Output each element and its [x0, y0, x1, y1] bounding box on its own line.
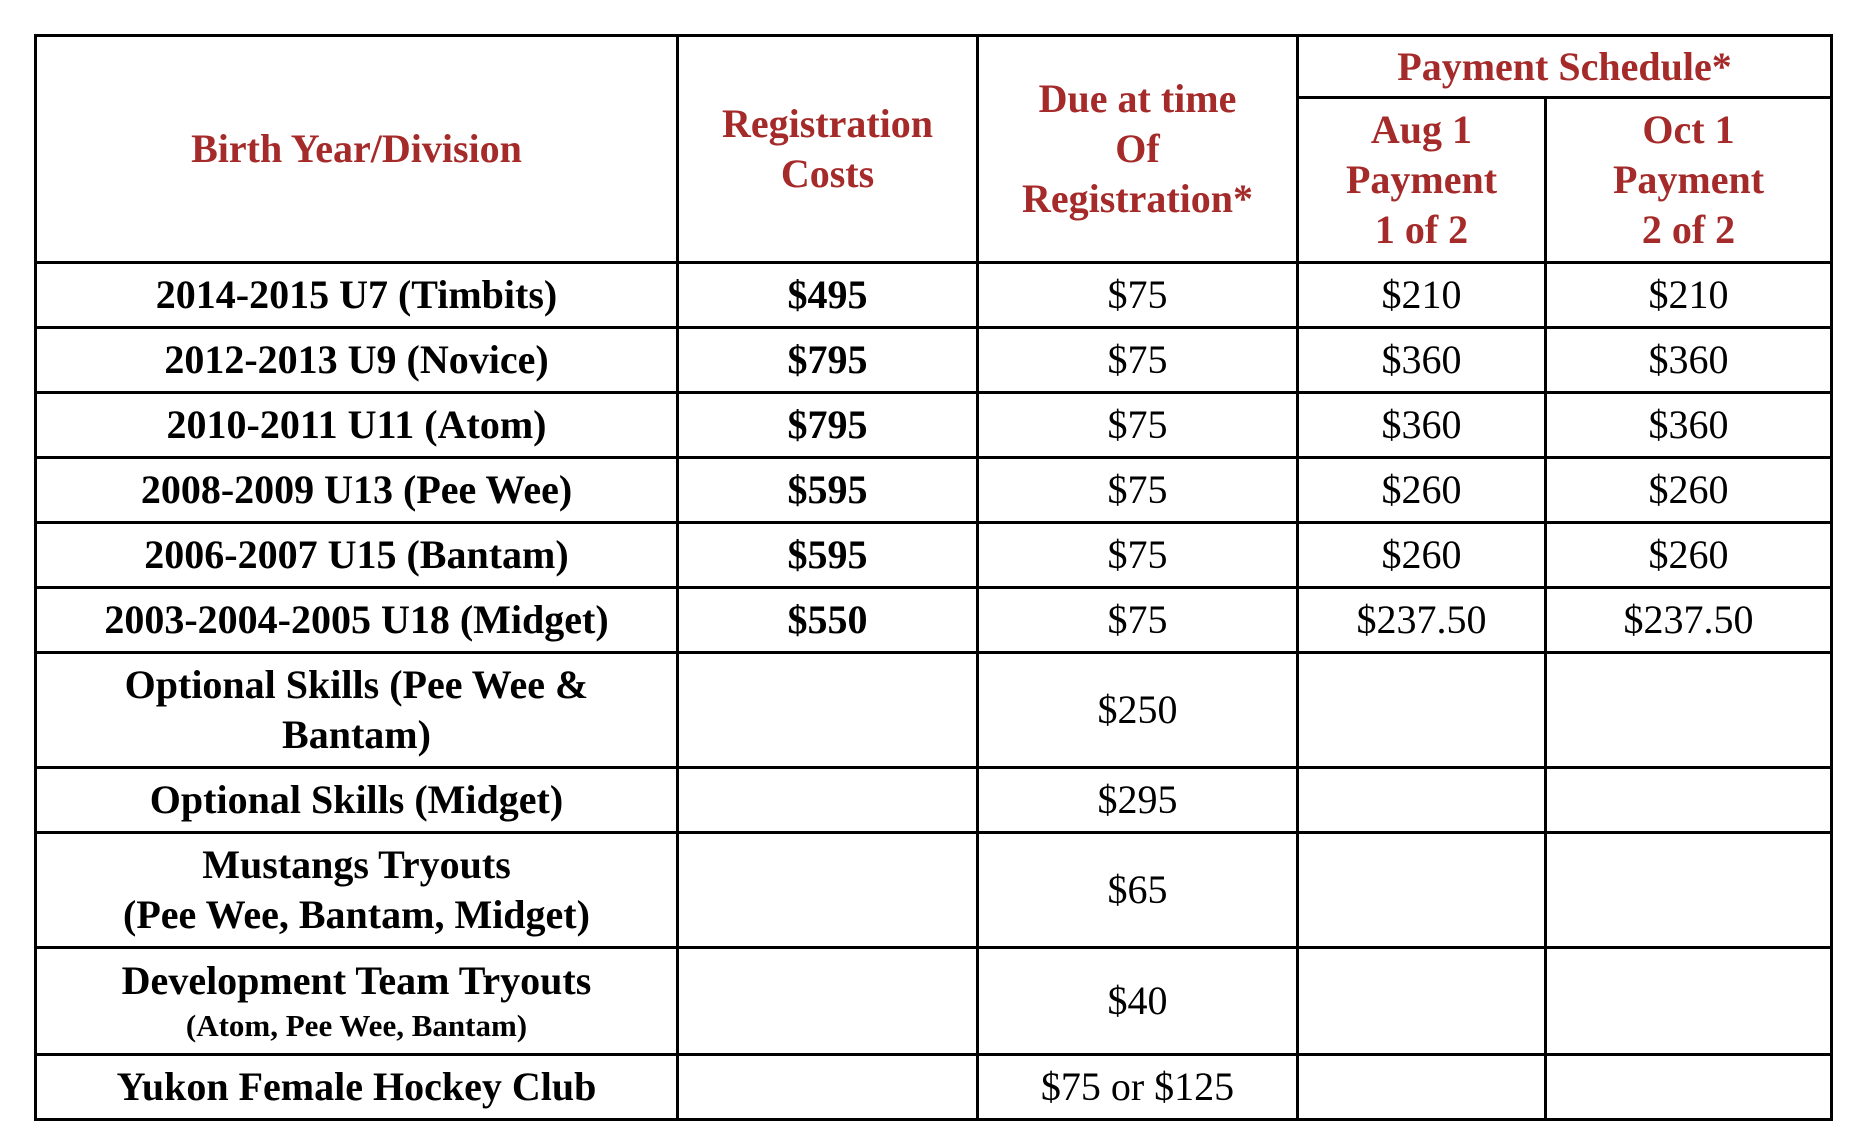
- header-row-top: [36, 36, 1832, 98]
- header-oct1-line3: 2 of 2: [1641, 207, 1736, 252]
- header-birth-year-division-label: Birth Year/Division: [191, 126, 522, 171]
- fee-table-container: [34, 34, 1833, 1121]
- oct-payment-cell: [1546, 768, 1832, 833]
- oct-payment-cell: $210: [1546, 263, 1832, 328]
- header-due-line2: Of: [1115, 126, 1160, 171]
- registration-cost-cell: $550: [678, 588, 978, 653]
- due-cell: $75: [978, 458, 1298, 523]
- due-cell: $75: [978, 588, 1298, 653]
- header-oct1-line1: Oct 1: [1642, 107, 1735, 152]
- oct-payment-cell: [1546, 948, 1832, 1055]
- registration-fee-table: [34, 34, 1833, 1121]
- table-row: [36, 833, 1832, 948]
- aug-payment-cell: $360: [1298, 393, 1546, 458]
- division-cell: [36, 948, 678, 1055]
- oct-payment-cell: [1546, 1055, 1832, 1120]
- division-cell: 2014-2015 U7 (Timbits): [36, 263, 678, 328]
- division-cell: 2008-2009 U13 (Pee Wee): [36, 458, 678, 523]
- aug-payment-cell: [1298, 1055, 1546, 1120]
- aug-payment-cell: [1298, 653, 1546, 768]
- header-registration-costs-line1: Registration: [721, 101, 934, 146]
- table-row: [36, 653, 1832, 768]
- registration-cost-cell: $495: [678, 263, 978, 328]
- header-birth-year-division: [36, 36, 678, 263]
- division-cell: 2012-2013 U9 (Novice): [36, 328, 678, 393]
- due-cell: $75 or $125: [978, 1055, 1298, 1120]
- header-payment-schedule-label: Payment Schedule*: [1397, 43, 1732, 89]
- division-line: Development Team Tryouts: [121, 958, 592, 1003]
- header-aug1-line1: Aug 1: [1370, 107, 1473, 152]
- registration-cost-cell: [678, 1055, 978, 1120]
- due-cell: $75: [978, 393, 1298, 458]
- table-row: [36, 768, 1832, 833]
- due-cell: $75: [978, 263, 1298, 328]
- division-cell: 2003-2004-2005 U18 (Midget): [36, 588, 678, 653]
- division-cell: 2010-2011 U11 (Atom): [36, 393, 678, 458]
- aug-payment-cell: $260: [1298, 523, 1546, 588]
- aug-payment-cell: $260: [1298, 458, 1546, 523]
- header-aug1-line2: Payment: [1345, 157, 1498, 202]
- aug-payment-cell: $210: [1298, 263, 1546, 328]
- header-registration-costs: [678, 36, 978, 263]
- registration-cost-cell: $595: [678, 523, 978, 588]
- registration-cost-cell: $595: [678, 458, 978, 523]
- registration-cost-cell: [678, 833, 978, 948]
- header-aug1-payment: [1298, 98, 1546, 263]
- header-due-at-registration: [978, 36, 1298, 263]
- division-subnote: (Atom, Pee Wee, Bantam): [185, 1008, 528, 1043]
- aug-payment-cell: [1298, 833, 1546, 948]
- division-cell: Yukon Female Hockey Club: [36, 1055, 678, 1120]
- table-row: [36, 948, 1832, 1055]
- division-cell: [36, 833, 678, 948]
- oct-payment-cell: [1546, 653, 1832, 768]
- division-line: (Pee Wee, Bantam, Midget): [123, 892, 590, 937]
- due-cell: $75: [978, 328, 1298, 393]
- table-row: [36, 328, 1832, 393]
- table-row: [36, 588, 1832, 653]
- header-oct1-line2: Payment: [1612, 157, 1765, 202]
- division-line: Mustangs Tryouts: [202, 842, 511, 887]
- division-cell: 2006-2007 U15 (Bantam): [36, 523, 678, 588]
- registration-cost-cell: $795: [678, 328, 978, 393]
- due-cell: $75: [978, 523, 1298, 588]
- header-due-line1: Due at time: [1038, 76, 1237, 121]
- table-row: [36, 458, 1832, 523]
- division-cell: Optional Skills (Midget): [36, 768, 678, 833]
- division-cell: [36, 653, 678, 768]
- due-cell: $65: [978, 833, 1298, 948]
- header-payment-schedule: [1298, 36, 1832, 98]
- oct-payment-cell: $360: [1546, 328, 1832, 393]
- registration-cost-cell: [678, 948, 978, 1055]
- due-cell: $295: [978, 768, 1298, 833]
- aug-payment-cell: $360: [1298, 328, 1546, 393]
- oct-payment-cell: $360: [1546, 393, 1832, 458]
- table-row: [36, 263, 1832, 328]
- oct-payment-cell: [1546, 833, 1832, 948]
- header-registration-costs-line2: Costs: [780, 151, 875, 196]
- oct-payment-cell: $260: [1546, 458, 1832, 523]
- table-row: [36, 393, 1832, 458]
- oct-payment-cell: $237.50: [1546, 588, 1832, 653]
- header-aug1-line3: 1 of 2: [1374, 207, 1469, 252]
- registration-cost-cell: [678, 768, 978, 833]
- header-oct1-payment: [1546, 98, 1832, 263]
- header-due-line3: Registration*: [1021, 176, 1254, 221]
- aug-payment-cell: [1298, 768, 1546, 833]
- aug-payment-cell: [1298, 948, 1546, 1055]
- due-cell: $40: [978, 948, 1298, 1055]
- registration-cost-cell: [678, 653, 978, 768]
- table-row: [36, 1055, 1832, 1120]
- division-line: Bantam): [282, 712, 431, 757]
- table-row: [36, 523, 1832, 588]
- registration-cost-cell: $795: [678, 393, 978, 458]
- due-cell: $250: [978, 653, 1298, 768]
- aug-payment-cell: $237.50: [1298, 588, 1546, 653]
- division-line: Optional Skills (Pee Wee &: [124, 662, 589, 707]
- oct-payment-cell: $260: [1546, 523, 1832, 588]
